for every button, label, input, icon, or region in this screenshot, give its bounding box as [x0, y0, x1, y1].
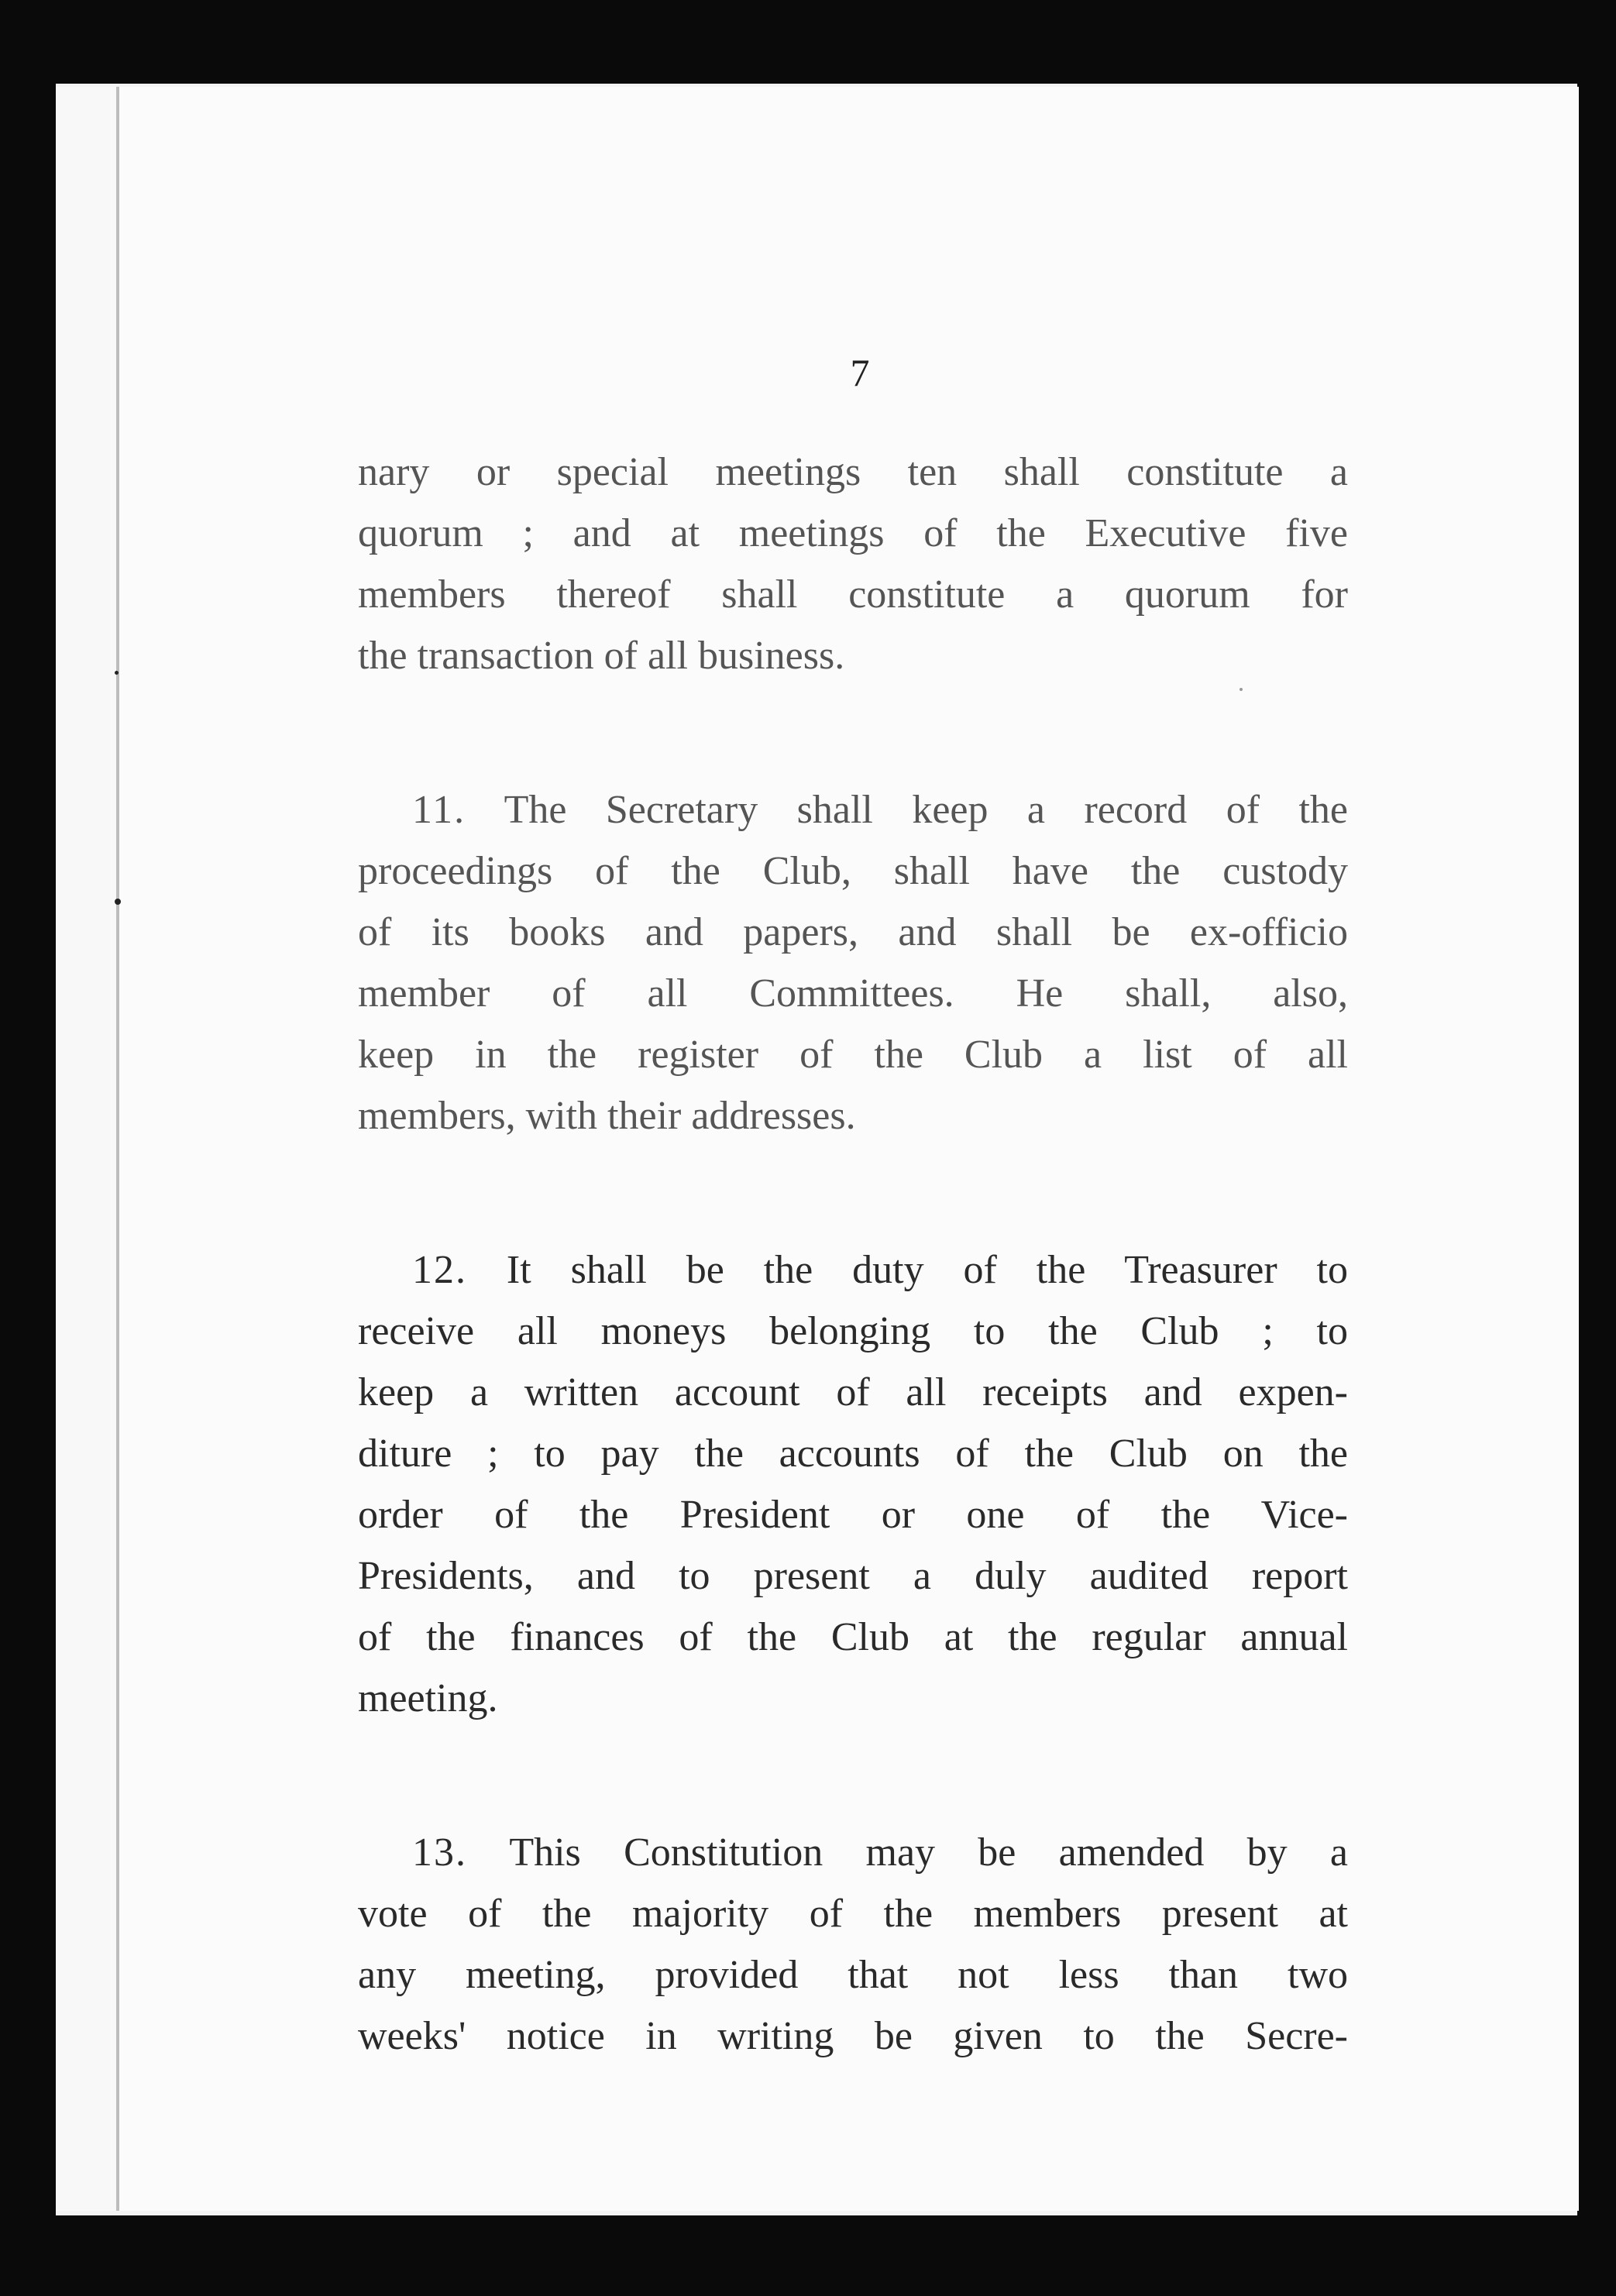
- text-line: diture ; to pay the accounts of the Club on the: [358, 1432, 1348, 1476]
- text-line: member of all Committees. He shall, also,: [358, 971, 1348, 1016]
- text-line: receive all moneys belonging to the Club ; to: [358, 1309, 1348, 1353]
- scan-border-top: [0, 0, 1616, 84]
- paragraph-13: [358, 1822, 1348, 2067]
- paragraph-12: [358, 1239, 1348, 1729]
- text-line: [358, 1239, 1348, 1301]
- text-line: nary or special meetings ten shall constitute a: [358, 450, 1348, 494]
- body-text: [358, 442, 1348, 2067]
- text-line: meeting.: [358, 1676, 498, 1720]
- text-line: keep in the register of the Club a list of all: [358, 1033, 1348, 1077]
- text-line: vote of the majority of the members present at: [358, 1892, 1348, 1936]
- paragraph-number: 13.: [412, 1830, 467, 1875]
- paragraph-number: 11.: [412, 788, 466, 832]
- text-line: of its books and papers, and shall be ex-officio: [358, 910, 1348, 954]
- text-fragment: The Secretary shall keep a record of the: [504, 788, 1348, 832]
- text-fragment: This Constitution may be amended by a: [509, 1830, 1348, 1875]
- text-line: weeks' notice in writing be given to the Secre-: [358, 2014, 1348, 2058]
- text-line: members thereof shall constitute a quorum for: [358, 572, 1348, 617]
- scan-border-bottom: [0, 2215, 1616, 2296]
- text-line: any meeting, provided that not less than two: [358, 1953, 1348, 1997]
- page-number: 7: [850, 351, 870, 394]
- text-line: order of the President or one of the Vice-: [358, 1493, 1348, 1537]
- paragraph-number: 12.: [412, 1248, 467, 1292]
- text-line: members, with their addresses.: [358, 1094, 856, 1138]
- text-fragment: It shall be the duty of the Treasurer to: [506, 1248, 1348, 1292]
- scan-border-left: [0, 0, 56, 2296]
- scan-border-right: [1577, 0, 1616, 2296]
- paragraph-10-continuation: [358, 442, 1348, 686]
- text-line: [358, 779, 1348, 840]
- text-line: the transaction of all business.: [358, 634, 845, 678]
- ink-speck: [115, 671, 119, 675]
- text-line: quorum ; and at meetings of the Executive five: [358, 511, 1348, 555]
- text-line: of the finances of the Club at the regular annual: [358, 1615, 1348, 1659]
- text-line: [358, 1822, 1348, 1883]
- ink-speck: [115, 899, 121, 905]
- text-line: keep a written account of all receipts and expen-: [358, 1370, 1348, 1414]
- previous-leaf-edge: [56, 87, 116, 2211]
- paragraph-11: [358, 779, 1348, 1146]
- text-line: proceedings of the Club, shall have the custody: [358, 849, 1348, 893]
- text-line: Presidents, and to present a duly audited report: [358, 1554, 1348, 1598]
